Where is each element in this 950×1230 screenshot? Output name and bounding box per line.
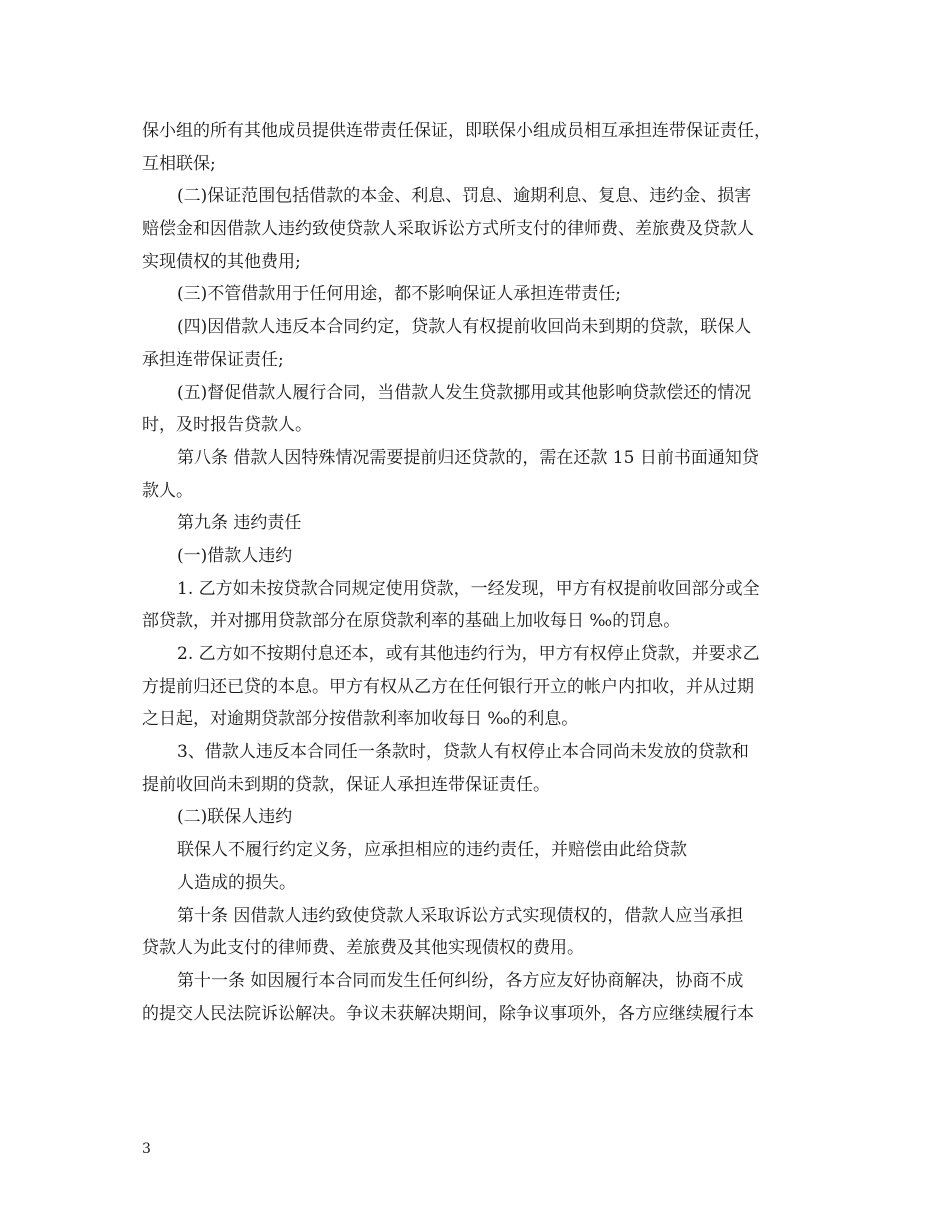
article-heading: 第八条 借款人因特殊情况需要提前归还贷款的，需在还款 15 日前书面通知贷 [177, 447, 759, 468]
text-line: (四)因借款人违反本合同约定，贷款人有权提前收回尚未到期的贷款，联保人 [177, 317, 752, 338]
page-number: 3 [142, 1141, 151, 1157]
text-line: 时，及时报告贷款人。 [142, 415, 312, 436]
text-line: 1. 乙方如未按贷款合同规定使用贷款，一经发现，甲方有权提前收回部分或全 [177, 578, 760, 599]
text-line: (二)保证范围包括借款的本金、利息、罚息、逾期利息、复息、违约金、损害 [177, 186, 752, 207]
text-line: 3、借款人违反本合同任一条款时，贷款人有权停止本合同尚未发放的贷款和 [177, 742, 749, 763]
text-line: 提前收回尚未到期的贷款，保证人承担连带保证责任。 [142, 774, 550, 795]
text-line: (五)督促借款人履行合同，当借款人发生贷款挪用或其他影响贷款偿还的情况 [177, 382, 752, 403]
text-line: 部贷款，并对挪用贷款部分在原贷款利率的基础上加收每日 ‰的罚息。 [142, 611, 681, 632]
text-line: 的提交人民法院诉讼解决。争议未获解决期间，除争议事项外，各方应继续履行本 [142, 1003, 754, 1024]
text-line: 联保人不履行约定义务，应承担相应的违约责任，并赔偿由此给贷款 [177, 840, 687, 861]
text-line: 赔偿金和因借款人违约致使贷款人采取诉讼方式所支付的律师费、差旅费及贷款人 [142, 219, 754, 240]
article-heading: 第十一条 如因履行本合同而发生任何纠纷，各方应友好协商解决，协商不成 [177, 970, 744, 991]
text-line: 2. 乙方如不按期付息还本，或有其他违约行为，甲方有权停止贷款，并要求乙 [177, 644, 760, 664]
text-line: 互相联保; [142, 153, 216, 174]
text-line: 款人。 [142, 480, 193, 501]
document-body [142, 115, 832, 1030]
text-line: 承担连带保证责任; [142, 349, 284, 370]
text-line: 方提前归还已贷的本息。甲方有权从乙方在任何银行开立的帐户内扣收，并从过期 [142, 676, 754, 697]
text-line: 之日起，对逾期贷款部分按借款利率加收每日 ‰的利息。 [142, 709, 579, 730]
article-heading: 第十条 因借款人违约致使贷款人采取诉讼方式实现债权的，借款人应当承担 [177, 905, 744, 926]
text-line: 保小组的所有其他成员提供连带责任保证，即联保小组成员相互承担连带保证责任， [142, 121, 771, 141]
section-heading: (二)联保人违约 [177, 807, 293, 828]
text-line: 人造成的损失。 [177, 872, 296, 893]
section-heading: (一)借款人违约 [177, 545, 293, 566]
text-line: 贷款人为此支付的律师费、差旅费及其他实现债权的费用。 [142, 938, 584, 959]
article-heading: 第九条 违约责任 [177, 513, 302, 534]
text-line: (三)不管借款用于任何用途，都不影响保证人承担连带责任; [177, 284, 621, 305]
text-line: 实现债权的其他费用; [142, 251, 301, 272]
